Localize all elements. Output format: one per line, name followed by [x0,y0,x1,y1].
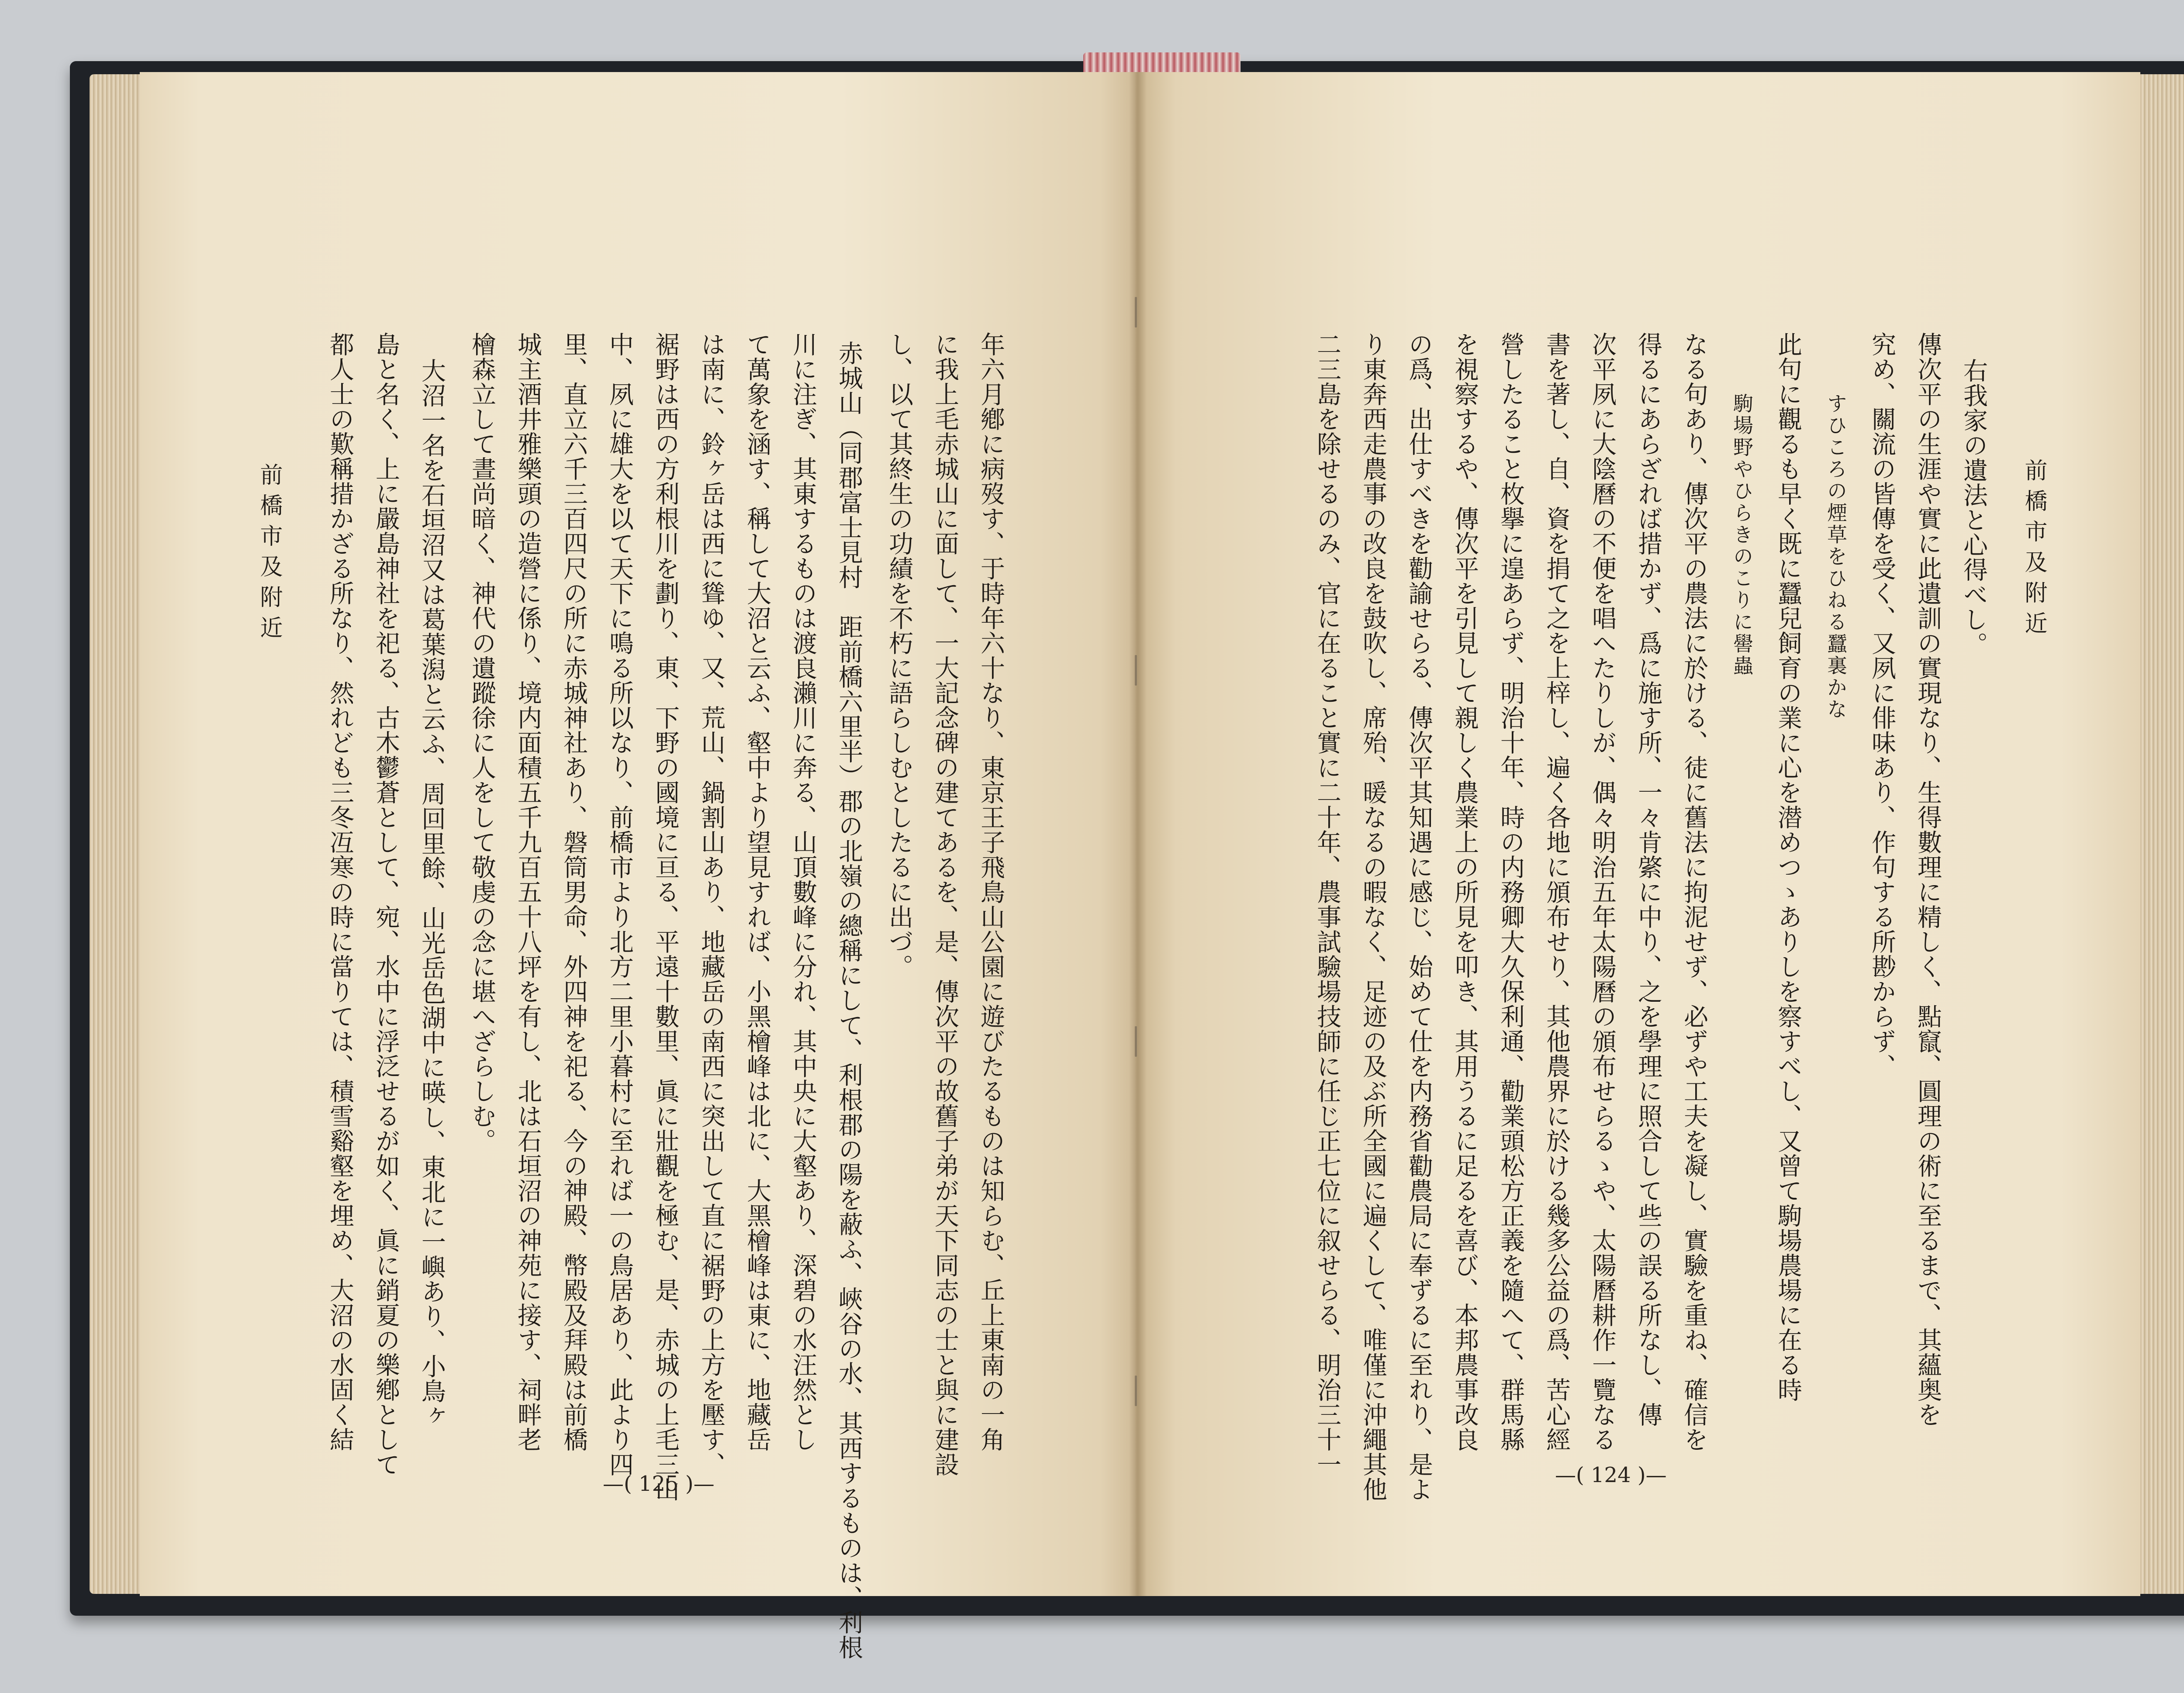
right-column-3: 究め、關流の皆傳を受く、又夙に俳味あり、作句する所尠からず、 [1868,332,1896,1079]
left-column-9: 中、夙に雄大を以て天下に鳴る所以なり、前橋市より北方二里小暮村に至れば一の鳥居あり、此より四 [605,332,634,1477]
binding-stitch [1135,1026,1137,1057]
left-column-3: し、以て其終生の功績を不朽に語らしむとしたるに出づ。 [885,332,913,979]
left-column-8: 裾野は西の方利根川を劃り、東、下野の國境に亘る、平遠十數里、眞に壯觀を極む、是、赤城の上毛三山 [651,332,680,1502]
right-page-number: —( 124 )— [1555,1463,1667,1487]
binding-stitch [1135,1376,1137,1406]
right-column-6: 得るにあらざれば措かず、爲に施す所、一々肯綮に中り、之を學理に照合して些の誤る所なし、傳 [1634,332,1662,1427]
right-column-12: り東奔西走農事の改良を鼓吹し、席殆、暖なるの暇なく、足迹の及ぶ所全國に遍くして、唯僅に沖繩其他 [1359,332,1387,1502]
left-column-14: 島と名く、上に嚴島神社を祀る、古木鬱蒼として、宛、水中に浮泛せるが如く、眞に銷夏の樂鄕として [372,332,400,1477]
right-column-1: 右我家の遺法と心得べし。 [1959,358,1988,657]
left-column-11: 城主酒井雅樂頭の造營に係り、境内面積五千九百五十八坪を有し、北は石垣沼の神苑に接す、祠畔老 [514,332,542,1452]
right-column-10: を視察するや、傳次平を引見して親しく農業上の所見を叩き、其用うるに足るを喜び、本邦農事改良 [1451,332,1479,1452]
left-column-13: 大沼一名を石垣沼又は葛葉潟と云ふ、周回里餘、山光岳色湖中に暎し、東北に一嶼あり、小鳥ヶ [418,358,446,1428]
right-column-2: 傳次平の生涯や實に此遺訓の實現なり、生得數理に精しく、點竄、圓理の術に至るまで、其蘊奥を [1914,332,1942,1427]
left-column-6: て萬象を涵す、稱して大沼と云ふ、壑中より望見すれば、小黑檜峰は北に、大黑檜峰は東に、地藏岳 [743,332,771,1452]
left-running-head: 前橋市及附近 [256,463,282,646]
left-column-akagi-heading: 赤城山（同郡富士見村 距前橋六里半）郡の北嶺の總稱にして、利根郡の陽を蔽ふ、峽谷の水、其西するものは、利根 [835,341,863,1660]
right-column-8: 書を著し、自、資を捐て之を上梓し、遍く各地に頒布せり、其他農界に於ける幾多公益の爲、苦心經 [1542,332,1571,1452]
left-column-5: 川に注ぎ、其東するものは渡良瀨川に奔る、山頂數峰に分れ、其中央に大壑あり、深碧の水汪然とし [789,332,817,1452]
right-verse-2: 駒場野やひらきのこりに嚳蟲 [1730,393,1754,677]
right-column-9: 營したること枚擧に遑あらず、明治十年、時の内務卿大久保利通、勸業頭松方正義を隨へて、群馬縣 [1496,332,1525,1452]
left-column-1: 年六月鄕に病歿す、于時年六十なり、東京王子飛鳥山公園に遊びたるものは知らむ、丘上東南の一角 [977,332,1005,1452]
right-column-7: 次平夙に大陰曆の不便を唱へたりしが、偶々明治五年太陽曆の頒布せらるゝや、太陽曆耕作一覽なる [1588,332,1617,1452]
right-running-head: 前橋市及附近 [2021,459,2047,642]
right-verse-1: すひころの煙草をひねる蠶裏かな [1824,393,1848,721]
right-column-4: 此句に觀るも早く既に蠶兒飼育の業に心を潜めつゝありしを察すべし、又曾て駒場農場に在る時 [1774,332,1802,1402]
left-column-15: 都人士の歎稱措かざる所なり、然れども三冬冱寒の時に當りては、積雪谿壑を埋め、大沼の水固く結 [326,332,354,1452]
left-column-12: 檜森立して晝尚暗く、神代の遺蹤徐に人をして敬虔の念に堪へざらしむ。 [468,332,496,1153]
binding-stitch [1135,297,1137,328]
left-column-10: 里、直立六千三百四尺の所に赤城神社あり、磐筒男命、外四神を祀る、今の神殿、幣殿及拜殿は前橋 [560,332,588,1452]
left-page-number: —( 125 )— [603,1472,715,1496]
left-column-2: に我上毛赤城山に面して、一大記念碑の建てあるを、是、傳次平の故舊子弟が天下同志の士と與に建設 [931,332,959,1477]
book-gutter [1129,72,1147,1596]
right-column-5: なる句あり、傳次平の農法に於ける、徒に舊法に拘泥せず、必ずや工夫を凝し、實驗を重ね、確信を [1680,332,1708,1452]
right-column-13: 二三島を除せるのみ、官に在ること實に二十年、農事試驗場技師に任じ正七位に叙せらる、明治三十一 [1313,332,1341,1477]
binding-stitch [1135,655,1137,686]
left-column-7: は南に、鈴ヶ岳は西に聳ゆ、又、荒山、鍋割山あり、地藏岳の南西に突出して直に裾野の上方を壓す、 [697,332,726,1477]
right-column-11: の爲、出仕すべきを勸諭せらる、傳次平其知遇に感じ、始めて仕を内務省勸農局に奉ずるに至れり、是よ [1405,332,1433,1502]
